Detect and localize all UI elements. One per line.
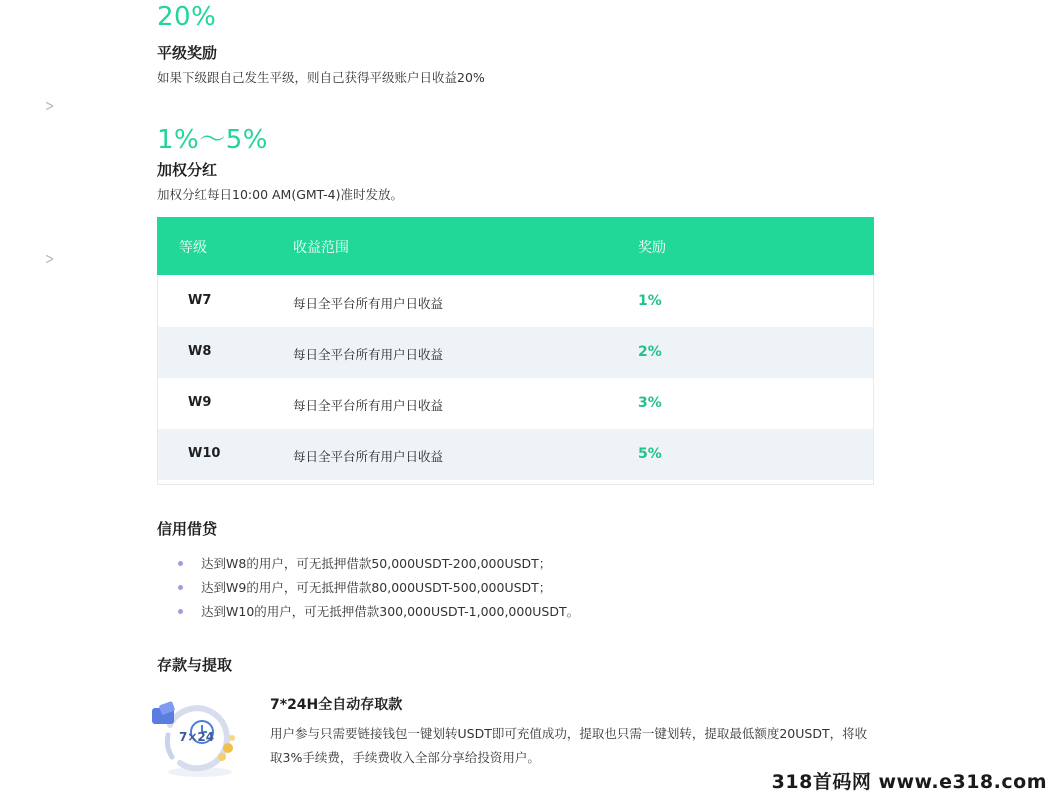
row-range: 每日全平台所有用户日收益 bbox=[293, 398, 444, 413]
chevron-right-icon[interactable]: > bbox=[45, 249, 55, 268]
table-row bbox=[158, 429, 873, 480]
credit-loan-list bbox=[180, 555, 579, 627]
header-level: 等级 bbox=[179, 240, 207, 256]
list-item bbox=[180, 603, 579, 627]
row-range: 每日全平台所有用户日收益 bbox=[293, 347, 444, 362]
header-range: 收益范围 bbox=[293, 240, 349, 256]
row-reward: 3% bbox=[638, 395, 662, 411]
list-item-text: 达到W8的用户，可无抵押借款50,000USDT-200,000USDT； bbox=[201, 556, 552, 571]
list-item bbox=[180, 555, 579, 579]
icon-label: 7×24 bbox=[179, 730, 215, 744]
dividend-title: 加权分红 bbox=[157, 161, 218, 179]
chevron-right-icon[interactable]: > bbox=[45, 96, 55, 115]
peer-reward-percent: 20% bbox=[157, 2, 217, 32]
row-reward: 1% bbox=[638, 293, 662, 309]
wallet-clock-icon bbox=[150, 695, 245, 780]
table-row bbox=[158, 378, 873, 429]
list-item-text: 达到W10的用户，可无抵押借款300,000USDT-1,000,000USDT。 bbox=[201, 604, 580, 619]
credit-loan-title: 信用借贷 bbox=[157, 520, 218, 538]
row-range: 每日全平台所有用户日收益 bbox=[293, 296, 444, 311]
row-level: W7 bbox=[188, 293, 212, 308]
list-item bbox=[180, 579, 579, 603]
row-reward: 2% bbox=[638, 344, 662, 360]
deposit-feature-title: 7*24H全自动存取款 bbox=[270, 697, 403, 713]
list-item-text: 达到W9的用户，可无抵押借款80,000USDT-500,000USDT； bbox=[201, 580, 552, 595]
row-level: W9 bbox=[188, 395, 212, 410]
dividend-table bbox=[157, 217, 874, 485]
table-header bbox=[157, 217, 874, 275]
site-watermark: 318首码网 www.e318.com bbox=[771, 771, 1047, 793]
peer-reward-title: 平级奖励 bbox=[157, 44, 218, 62]
row-level: W8 bbox=[188, 344, 212, 359]
table-row bbox=[158, 327, 873, 378]
dividend-description: 加权分红每日10:00 AM(GMT-4)准时发放。 bbox=[157, 187, 404, 202]
deposit-feature-text: 用户参与只需要链接钱包一键划转USDT即可充值成功，提取也只需一键划转，提取最低额度20USDT，将收取3%手续费，手续费收入全部分享给投资用户。 bbox=[270, 726, 868, 765]
peer-reward-description: 如果下级跟自己发生平级，则自己获得平级账户日收益20% bbox=[157, 70, 485, 85]
row-range: 每日全平台所有用户日收益 bbox=[293, 449, 444, 464]
deposit-title: 存款与提取 bbox=[157, 656, 233, 674]
row-reward: 5% bbox=[638, 446, 662, 462]
table-row bbox=[158, 276, 873, 327]
header-reward: 奖励 bbox=[638, 240, 666, 256]
dividend-percent: 1%～5% bbox=[157, 125, 268, 155]
row-level: W10 bbox=[188, 446, 221, 461]
